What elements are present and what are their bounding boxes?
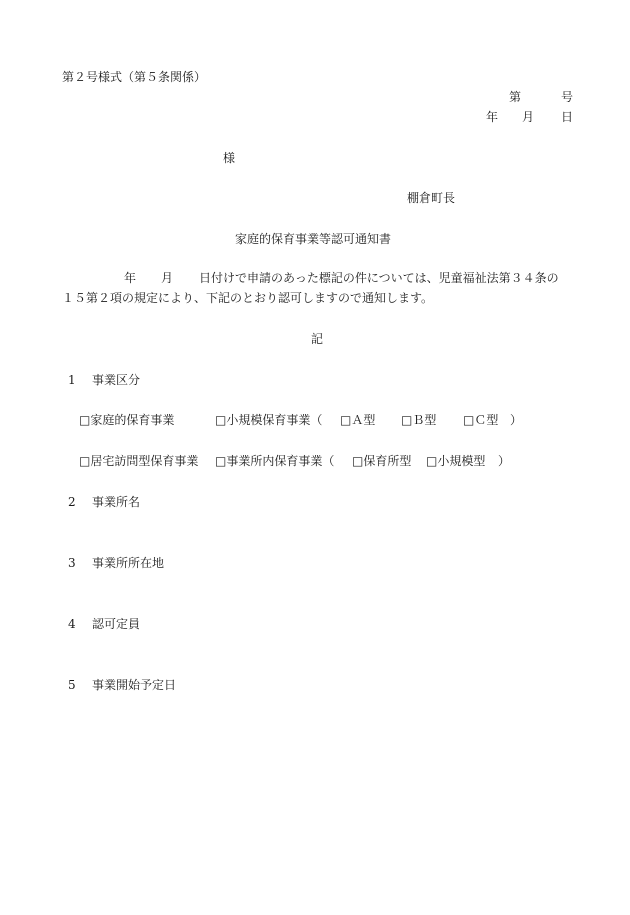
paren-close: ） <box>510 413 523 427</box>
addressee-suffix: 様 <box>223 151 236 165</box>
section-number: 5 <box>68 678 76 692</box>
checkbox-small-scale-childcare[interactable]: □小規模保育事業（ <box>215 413 323 427</box>
section-number: 1 <box>68 373 76 387</box>
doc-number-suffix: 号 <box>561 90 574 104</box>
document-title: 家庭的保育事業等認可通知書 <box>235 232 392 246</box>
checkbox-workplace-childcare[interactable]: □事業所内保育事業（ <box>215 454 335 468</box>
issuer: 棚倉町長 <box>407 191 456 205</box>
body-line2: １５第２項の規定により、下記のとおり認可しますので通知します。 <box>62 291 434 305</box>
paren-close: ） <box>498 454 511 468</box>
section-label: 事業区分 <box>92 373 141 387</box>
section-label: 事業所所在地 <box>92 556 165 570</box>
date-month: 月 <box>522 110 535 124</box>
section-number: 4 <box>68 617 76 631</box>
checkbox-nursery-type[interactable]: □保育所型 <box>352 454 412 468</box>
doc-number-prefix: 第 <box>509 90 522 104</box>
checkbox-type-a[interactable]: □Ａ型 <box>340 413 376 427</box>
checkbox-home-visit-childcare[interactable]: □居宅訪問型保育事業 <box>79 454 199 468</box>
form-number: 第２号様式（第５条関係） <box>62 70 207 84</box>
checkbox-small-type[interactable]: □小規模型 <box>426 454 486 468</box>
ki-heading: 記 <box>311 332 324 346</box>
body-month: 月 <box>161 271 174 285</box>
body-year: 年 <box>124 271 137 285</box>
date-year: 年 <box>486 110 499 124</box>
section-number: 3 <box>68 556 76 570</box>
checkbox-family-childcare[interactable]: □家庭的保育事業 <box>79 413 175 427</box>
checkbox-type-c[interactable]: □Ｃ型 <box>463 413 499 427</box>
body-line1: 日付けで申請のあった標記の件については、児童福祉法第３４条の <box>199 271 559 285</box>
section-label: 認可定員 <box>92 617 141 631</box>
section-label: 事業所名 <box>92 495 141 509</box>
section-label: 事業開始予定日 <box>92 678 177 692</box>
section-number: 2 <box>68 495 76 509</box>
checkbox-type-b[interactable]: □Ｂ型 <box>401 413 437 427</box>
date-day: 日 <box>561 110 574 124</box>
